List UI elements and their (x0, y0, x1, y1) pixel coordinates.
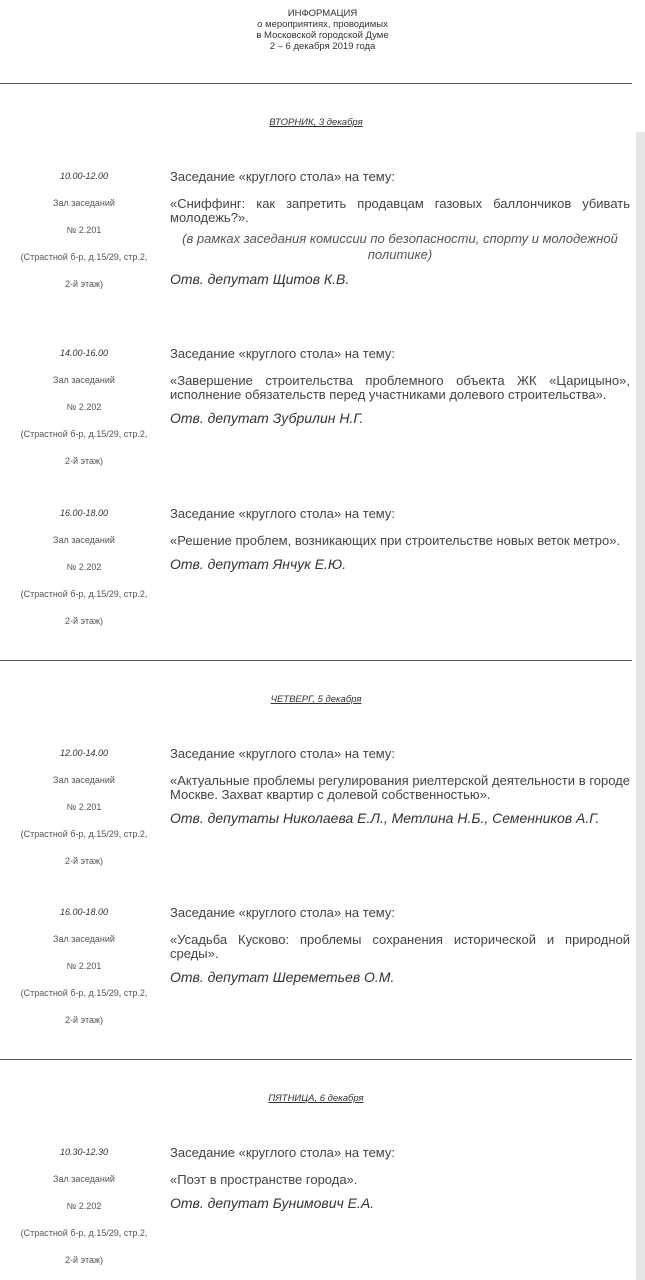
event-intro: Заседание «круглого стола» на тему: (170, 1145, 396, 1160)
event-hall: Зал заседаний (53, 934, 115, 944)
event-time: 16.00-18.00 (59, 907, 109, 917)
event-address: (Страстной б-р, д.15/29, стр.2, (20, 589, 148, 599)
event-intro: Заседание «круглого стола» на тему: (170, 905, 396, 920)
event-time: 16.00-18.00 (59, 508, 109, 518)
event-note: (в рамках заседания комиссии по безопасности, спорту и молодежной политике) (182, 231, 618, 262)
event-topic: «Решение проблем, возникающих при строительстве новых веток метро». (170, 533, 621, 548)
event-location (0, 346, 168, 481)
event-details (170, 905, 630, 985)
event-hall: Зал заседаний (53, 198, 115, 208)
event-topic: «Поэт в пространстве города». (170, 1172, 358, 1187)
event-address: (Страстной б-р, д.15/29, стр.2, (20, 1228, 148, 1238)
event-room: № 2.202 (66, 402, 102, 412)
event-room: № 2.202 (66, 562, 102, 572)
event-details (170, 1145, 630, 1211)
event-floor: 2-й этаж) (65, 1255, 103, 1265)
event-responsible: Отв. депутат Щитов К.В. (170, 271, 350, 287)
event-intro: Заседание «круглого стола» на тему: (170, 746, 396, 761)
event-hall: Зал заседаний (53, 1174, 115, 1184)
event-responsible: Отв. депутат Янчук Е.Ю. (170, 556, 347, 572)
event-intro: Заседание «круглого стола» на тему: (170, 169, 396, 184)
event-intro: Заседание «круглого стола» на тему: (170, 346, 396, 361)
event-time: 10.00-12.00 (59, 171, 109, 181)
event-location (0, 746, 168, 881)
event-address: (Страстной б-р, д.15/29, стр.2, (20, 829, 148, 839)
day-label-friday: ПЯТНИЦА, 6 декабря (268, 1093, 364, 1104)
event-details (170, 346, 630, 426)
event-hall: Зал заседаний (53, 375, 115, 385)
event-responsible: Отв. депутат Бунимович Е.А. (170, 1195, 375, 1211)
event-hall: Зал заседаний (53, 775, 115, 785)
event-floor: 2-й этаж) (65, 1015, 103, 1025)
event-room: № 2.202 (66, 1201, 102, 1211)
event-address: (Страстной б-р, д.15/29, стр.2, (20, 988, 148, 998)
scrollbar[interactable] (636, 132, 645, 1280)
event-room: № 2.201 (66, 802, 102, 812)
event-details (170, 746, 630, 826)
event-details (170, 169, 630, 287)
event-intro: Заседание «круглого стола» на тему: (170, 506, 396, 521)
event-room: № 2.201 (66, 225, 102, 235)
event-floor: 2-й этаж) (65, 456, 103, 466)
header-dates: 2 – 6 декабря 2019 года (269, 41, 376, 52)
event-address: (Страстной б-р, д.15/29, стр.2, (20, 429, 148, 439)
event-responsible: Отв. депутаты Николаева Е.Л., Метлина Н.Б., Семенников А.Г. (170, 810, 600, 826)
event-details (170, 506, 630, 572)
document-header (0, 8, 645, 52)
divider (0, 1059, 632, 1060)
event-room: № 2.201 (66, 961, 102, 971)
event-address: (Страстной б-р, д.15/29, стр.2, (20, 252, 148, 262)
event-location (0, 169, 168, 304)
event-floor: 2-й этаж) (65, 616, 103, 626)
day-label-tuesday: ВТОРНИК, 3 декабря (269, 117, 363, 128)
event-hall: Зал заседаний (53, 535, 115, 545)
event-responsible: Отв. депутат Шереметьев О.М. (170, 969, 395, 985)
header-title: ИНФОРМАЦИЯ (287, 8, 358, 19)
event-location (0, 905, 168, 1040)
event-topic: «Завершение строительства проблемного объекта ЖК «Царицыно», исполнение обязательств перед участниками долевого строительства». (170, 373, 630, 402)
event-time: 12.00-14.00 (59, 748, 109, 758)
divider (0, 83, 632, 84)
event-topic: «Усадьба Кусково: проблемы сохранения исторической и природной среды». (170, 932, 630, 961)
event-time: 10.30-12.30 (59, 1147, 109, 1157)
header-subtitle-1: о мероприятиях, проводимых (257, 19, 388, 30)
event-time: 14.00-16.00 (59, 348, 109, 358)
event-location (0, 1145, 168, 1280)
header-subtitle-2: в Московской городской Думе (256, 30, 389, 41)
event-floor: 2-й этаж) (65, 856, 103, 866)
event-responsible: Отв. депутат Зубрилин Н.Г. (170, 410, 364, 426)
divider (0, 660, 632, 661)
event-topic: «Сниффинг: как запретить продавцам газовых баллончиков убивать молодежь?». (170, 196, 630, 225)
day-label-thursday: ЧЕТВЕРГ, 5 декабря (270, 694, 362, 705)
event-topic: «Актуальные проблемы регулирования риелтерской деятельности в городе Москве. Захват квартир с долевой собственностью». (170, 773, 630, 802)
event-location (0, 506, 168, 641)
event-floor: 2-й этаж) (65, 279, 103, 289)
